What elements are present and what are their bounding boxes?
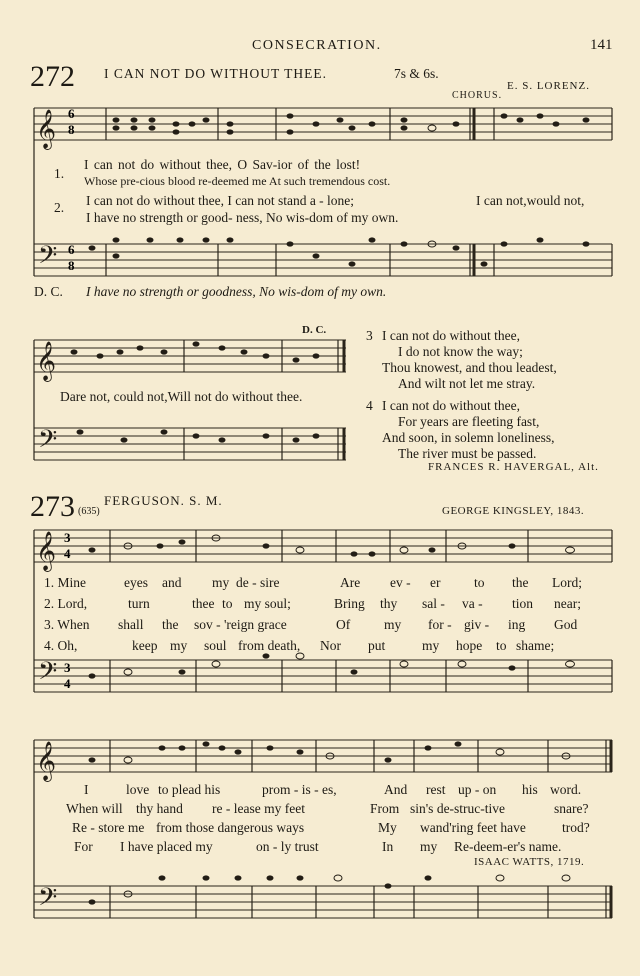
svg-text:6: 6 [68,242,75,257]
svg-text:3: 3 [64,660,71,675]
stanza-4-line-3: And soon, in solemn loneliness, [382,430,555,445]
stanza-4-line-2: For years are fleeting fast, [398,414,540,429]
verse-2-line: I can not do without thee, I can not stand a - lone; [86,193,355,208]
verse-1-line-2: Whose pre-cious blood re-deemed me At such tremendous cost. [84,174,391,188]
verse-number: 2. [54,200,65,215]
dc-marker: D. C. [302,324,327,336]
page-number: 141 [590,37,613,53]
stanza-3-line-2: I do not know the way; [398,344,523,359]
svg-text:𝄞: 𝄞 [36,741,57,781]
stanza-number: 4 [366,398,373,413]
hymn-number-272: 272 [30,60,75,93]
svg-text:𝄞: 𝄞 [36,531,57,571]
stanza-3-line-3: Thou knowest, and thou leadest, [382,360,557,375]
time-sig-top: 6 [68,106,75,121]
dc-label: D. C. [34,284,63,299]
bass-clef-icon: 𝄢 [38,241,58,276]
chorus-text: I can not,would not, [476,193,585,208]
page-title: CONSECRATION. [252,38,382,53]
composer-273: GEORGE KINGSLEY, 1843. [442,505,585,517]
svg-text:3: 3 [64,530,71,545]
chorus-line: Dare not, could not,Will not do without thee. [60,389,303,404]
composer-272: E. S. LORENZ. [507,80,590,92]
hymn-number-273: 273 [30,490,75,523]
stanza-3-line-1: I can not do without thee, [382,328,520,343]
stanza-number: 3 [366,328,373,343]
treble-clef-icon: 𝄞 [36,109,57,149]
hymn-title-272: I CAN NOT DO WITHOUT THEE. [104,66,327,81]
hymn-ref-273: (635) [78,506,100,517]
hymn-meter-272: 7s & 6s. [394,66,439,81]
stanza-4-line-4: The river must be passed. [398,446,537,461]
svg-text:𝄢: 𝄢 [38,657,58,692]
verse-1-line: I can not do without thee, O Sav-ior of the lost! [84,157,361,172]
dc-text: I have no strength or goodness, No wis-dom of my own. [86,284,387,299]
stanza-4-line-1: I can not do without thee, [382,398,520,413]
svg-text:𝄞: 𝄞 [36,341,57,381]
stanza-3-line-4: And wilt not let me stray. [398,376,536,391]
verse-number: 1. [54,166,65,181]
author-273: ISAAC WATTS, 1719. [474,856,585,868]
svg-text:4: 4 [64,546,71,561]
author-272: FRANCES R. HAVERGAL, Alt. [428,461,599,473]
svg-text:8: 8 [68,258,75,273]
chorus-label: CHORUS. [452,90,503,101]
time-sig-bottom: 8 [68,122,75,137]
verse-2-line-2: I have no strength or good- ness, No wis-dom of my own. [86,210,399,225]
svg-text:4: 4 [64,676,71,691]
hymn-title-273: FERGUSON. S. M. [104,493,223,508]
svg-text:𝄢: 𝄢 [38,883,58,918]
svg-text:𝄢: 𝄢 [38,425,58,460]
